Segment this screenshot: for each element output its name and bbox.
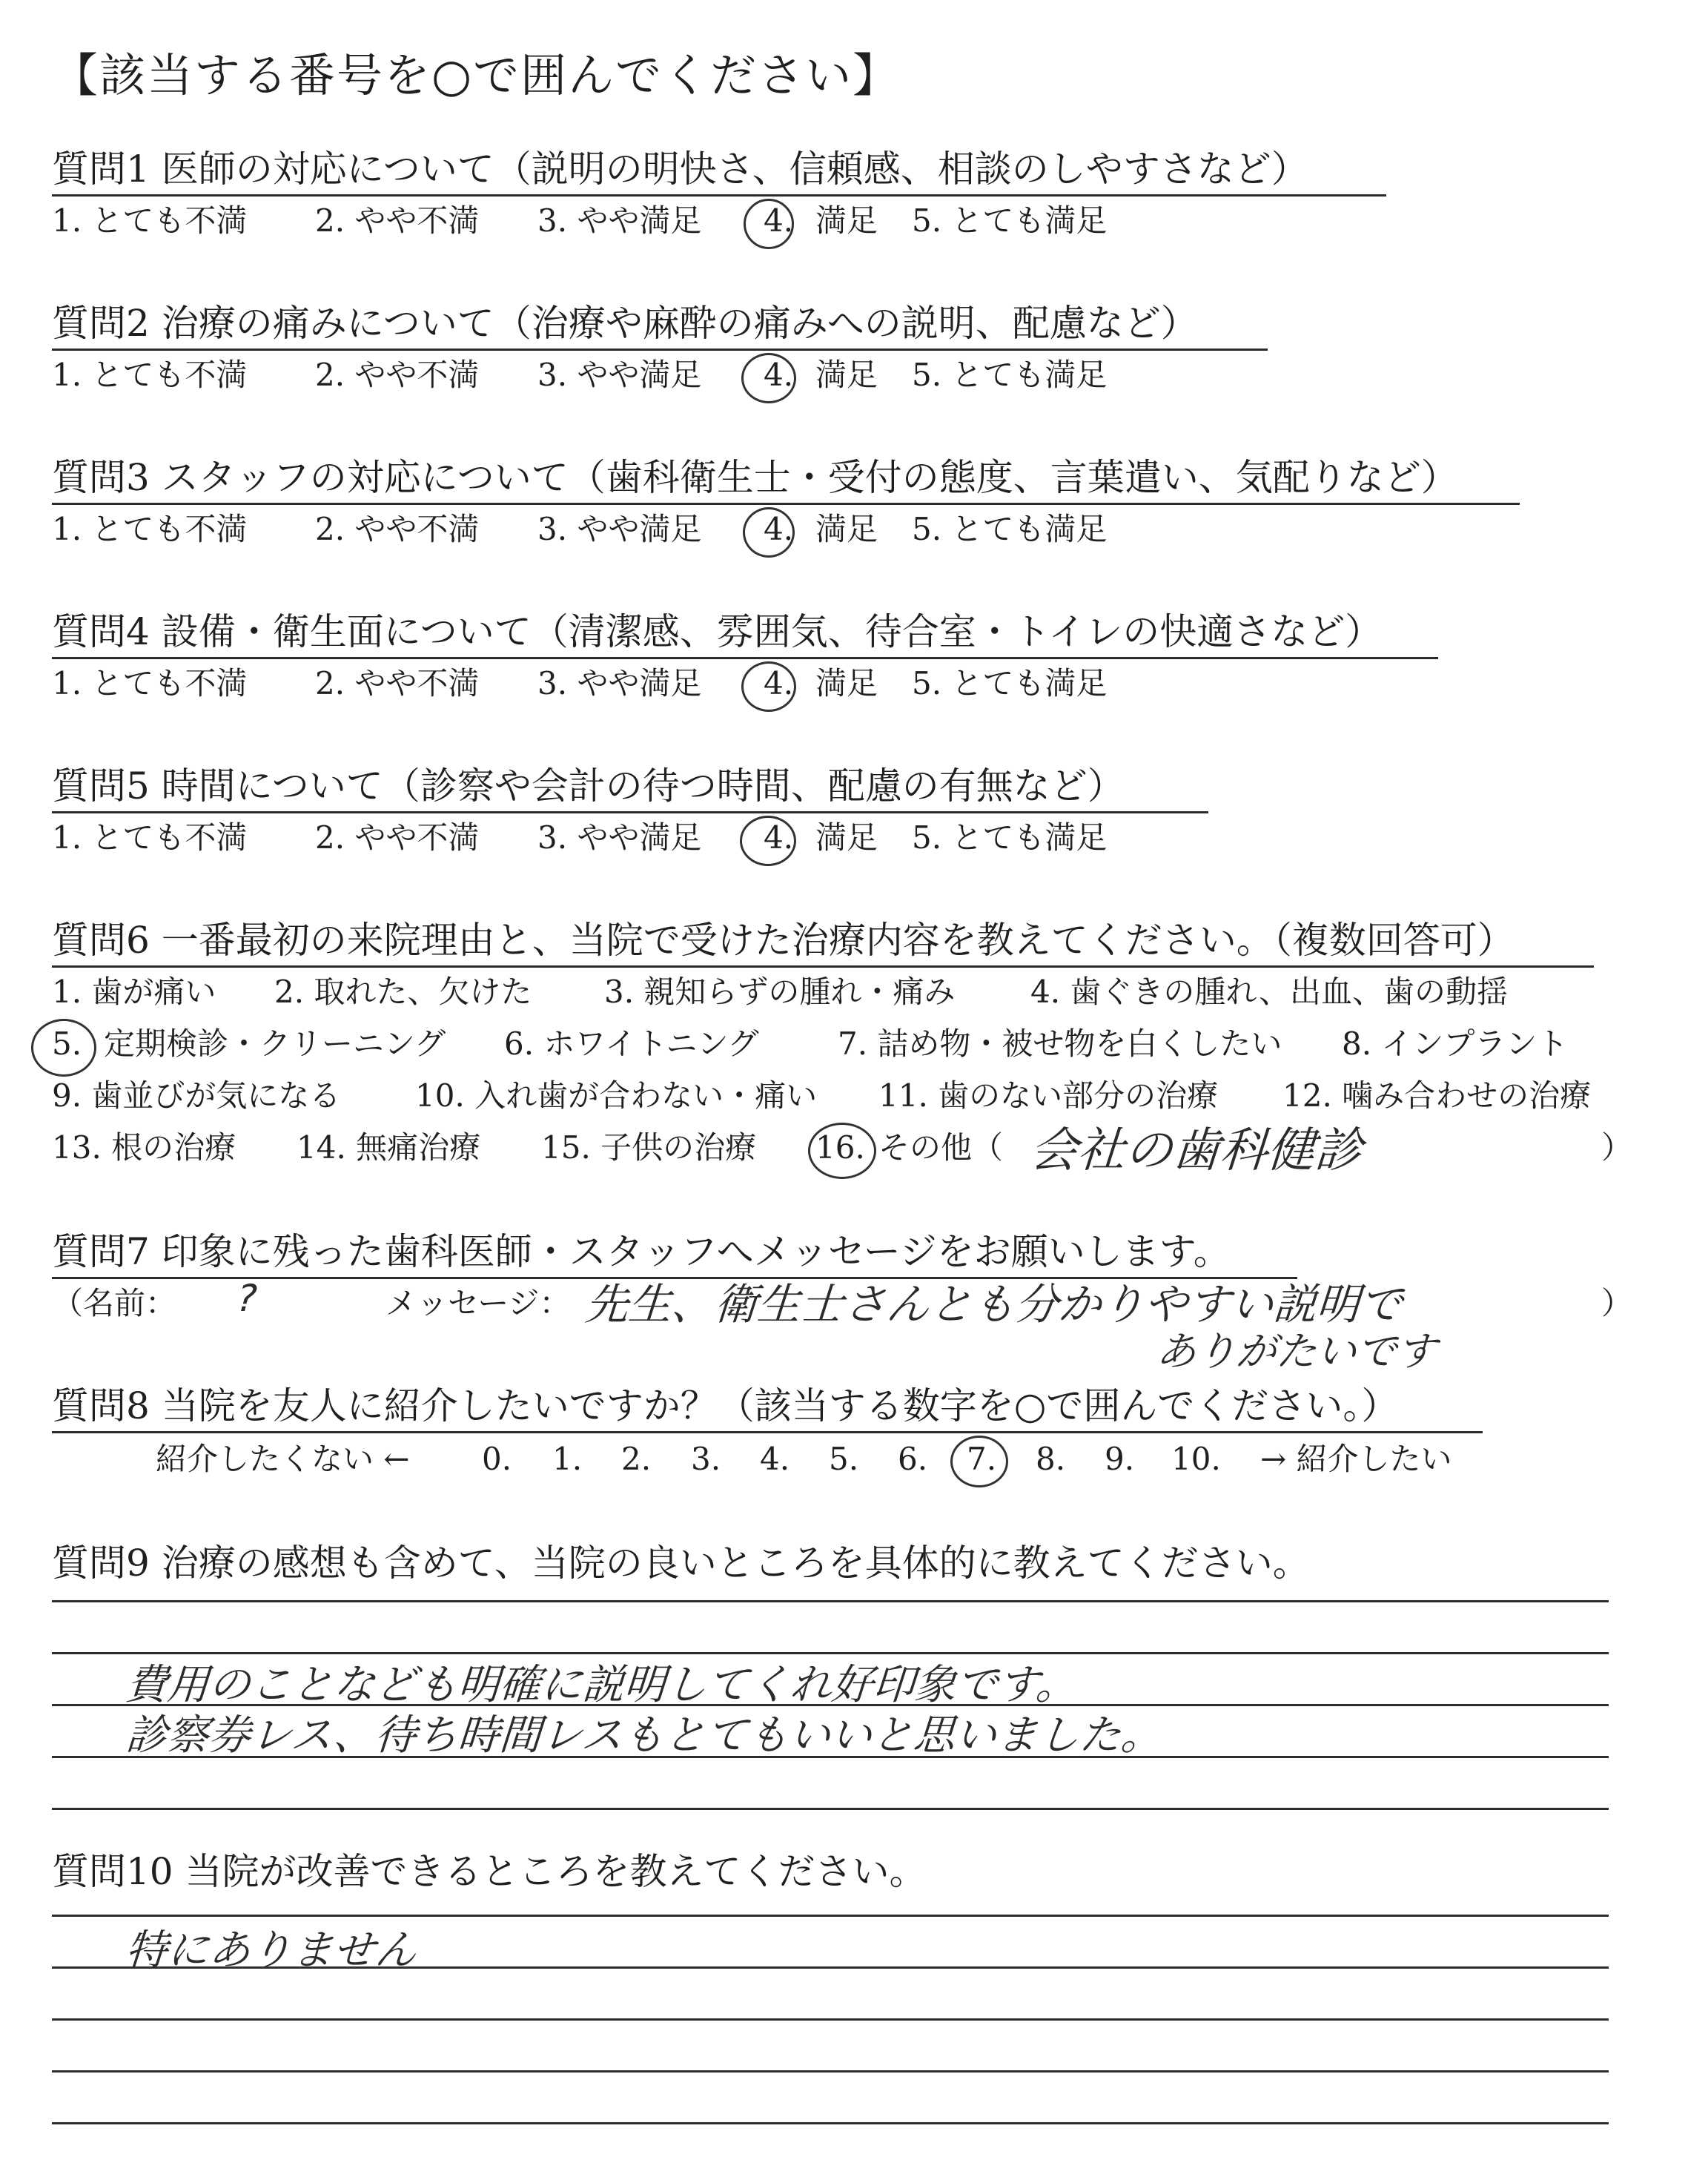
q6-option-9[interactable]: 9. 歯並びが気になる: [52, 1077, 341, 1114]
q1-option-5[interactable]: 5. とても満足: [912, 202, 1108, 239]
q7-message-line-1: 先生、衛生士さんとも分かりやすい説明で: [583, 1279, 1405, 1330]
question-2-label: 質問2 治療の痛みについて（治療や麻酔の痛みへの説明、配慮など）: [52, 302, 1198, 345]
q8-scale-10[interactable]: 10.: [1171, 1441, 1221, 1477]
question-3-label: 質問3 スタッフの対応について（歯科衛生士・受付の態度、言葉遣い、気配りなど）: [52, 456, 1458, 499]
q4-option-3[interactable]: 3. やや満足: [537, 665, 702, 701]
q9-answer-line-2: 診察券レス、待ち時間レスもとてもいいと思いました。: [124, 1711, 1165, 1760]
q2-option-5[interactable]: 5. とても満足: [912, 357, 1108, 393]
q8-right-label: → 紹介したい: [1260, 1441, 1452, 1477]
q8-scale-9[interactable]: 9.: [1105, 1441, 1135, 1477]
question-2-underline: [52, 349, 1268, 351]
q10-ruled-line: [52, 1915, 1609, 1917]
q3-option-5[interactable]: 5. とても満足: [912, 511, 1108, 547]
q8-scale-4[interactable]: 4.: [760, 1441, 790, 1477]
q6-option-7[interactable]: 7. 詰め物・被せ物を白くしたい: [838, 1025, 1282, 1062]
q6-option-11[interactable]: 11. 歯のない部分の治療: [878, 1077, 1219, 1114]
q5-option-2[interactable]: 2. やや不満: [315, 819, 480, 856]
q6-option-16[interactable]: 16.: [815, 1129, 865, 1166]
q9-answer-line-1: 費用のことなども明確に説明してくれ好印象です。: [124, 1661, 1079, 1709]
q1-option-3[interactable]: 3. やや満足: [537, 202, 702, 239]
q8-scale-1[interactable]: 1.: [552, 1441, 583, 1477]
q7-message-label: メッセージ：: [385, 1285, 571, 1321]
question-7-label: 質問7 印象に残った歯科医師・スタッフへメッセージをお願いします。: [52, 1230, 1231, 1273]
q7-name-label: （名前：: [52, 1285, 177, 1321]
question-6-label: 質問6 一番最初の来院理由と、当院で受けた治療内容を教えてください。（複数回答可）: [52, 919, 1515, 962]
q6-other-close-paren: ）: [1601, 1129, 1633, 1166]
q7-name-handwritten: ?: [235, 1277, 259, 1320]
q10-ruled-line: [52, 2070, 1609, 2073]
q4-option-2[interactable]: 2. やや不満: [315, 665, 480, 701]
q6-option-1[interactable]: 1. 歯が痛い: [52, 974, 216, 1010]
q2-option-2[interactable]: 2. やや不満: [315, 357, 480, 393]
question-5-label: 質問5 時間について（診察や会計の待つ時間、配慮の有無など）: [52, 764, 1125, 807]
q1-option-1[interactable]: 1. とても不満: [52, 202, 248, 239]
q2-option-3[interactable]: 3. やや満足: [537, 357, 702, 393]
question-8-underline: [52, 1431, 1483, 1433]
q3-selected-circle: [743, 507, 795, 558]
q4-option-5[interactable]: 5. とても満足: [912, 665, 1108, 701]
q5-option-5[interactable]: 5. とても満足: [912, 819, 1108, 856]
q5-option-4[interactable]: 4.: [764, 819, 794, 856]
q6-option-5-text: 定期検診・クリーニング: [104, 1025, 446, 1062]
q8-scale-7[interactable]: 7.: [967, 1441, 997, 1477]
q4-option-1[interactable]: 1. とても不満: [52, 665, 248, 701]
q3-option-1[interactable]: 1. とても不満: [52, 511, 248, 547]
q8-scale-0[interactable]: 0.: [482, 1441, 512, 1477]
q8-left-label: 紹介したくない ←: [156, 1441, 410, 1477]
q6-option-5-circle: [31, 1019, 96, 1077]
question-1-underline: [52, 194, 1386, 196]
question-10-label: 質問10 当院が改善できるところを教えてください。: [52, 1850, 927, 1893]
q8-scale-5[interactable]: 5.: [829, 1441, 859, 1477]
q1-selected-circle: [744, 199, 794, 249]
q6-other-handwritten: 会社の歯科健診: [1027, 1123, 1365, 1178]
q2-option-4-text: 満足: [815, 357, 878, 393]
q4-selected-circle: [741, 661, 796, 712]
q7-close-paren: ）: [1601, 1285, 1633, 1321]
q6-option-15[interactable]: 15. 子供の治療: [541, 1129, 757, 1166]
question-4-underline: [52, 657, 1438, 659]
q1-option-2[interactable]: 2. やや不満: [315, 202, 480, 239]
q6-option-6[interactable]: 6. ホワイトニング: [504, 1025, 759, 1062]
q8-scale-8[interactable]: 8.: [1036, 1441, 1066, 1477]
q1-option-4-text: 満足: [815, 202, 878, 239]
question-3-underline: [52, 503, 1520, 505]
question-9-label: 質問9 治療の感想も含めて、当院の良いところを具体的に教えてください。: [52, 1542, 1310, 1585]
q7-message-line-2: ありがたいです: [1154, 1328, 1438, 1375]
q3-option-2[interactable]: 2. やや不満: [315, 511, 480, 547]
q9-ruled-line: [52, 1600, 1609, 1602]
q5-option-3[interactable]: 3. やや満足: [537, 819, 702, 856]
q5-option-1[interactable]: 1. とても不満: [52, 819, 248, 856]
q5-option-4-text: 満足: [815, 819, 878, 856]
q8-selected-circle: [950, 1436, 1008, 1487]
q10-answer-line-1: 特にありません: [124, 1926, 418, 1975]
q6-option-5[interactable]: 5.: [52, 1025, 82, 1062]
q6-option-16-circle: [808, 1123, 876, 1179]
q3-option-4-text: 満足: [815, 511, 878, 547]
q2-selected-circle: [741, 353, 796, 403]
q5-selected-circle: [740, 816, 796, 866]
q6-option-3[interactable]: 3. 親知らずの腫れ・痛み: [604, 974, 956, 1010]
q6-option-10[interactable]: 10. 入れ歯が合わない・痛い: [415, 1077, 818, 1114]
page-title: 【該当する番号を○で囲んでください】: [52, 48, 901, 102]
q6-option-12[interactable]: 12. 噛み合わせの治療: [1282, 1077, 1592, 1114]
q8-scale-2[interactable]: 2.: [621, 1441, 652, 1477]
q10-ruled-line: [52, 2018, 1609, 2021]
q3-option-4[interactable]: 4.: [764, 511, 794, 547]
question-6-underline: [52, 965, 1594, 968]
q6-option-13[interactable]: 13. 根の治療: [52, 1129, 236, 1166]
q8-scale-3[interactable]: 3.: [691, 1441, 721, 1477]
q8-scale-6[interactable]: 6.: [898, 1441, 928, 1477]
question-4-label: 質問4 設備・衛生面について（清潔感、雰囲気、待合室・トイレの快適さなど）: [52, 610, 1383, 653]
question-5-underline: [52, 811, 1208, 813]
q10-ruled-line: [52, 2122, 1609, 2124]
q9-ruled-line: [52, 1808, 1609, 1810]
q6-option-4[interactable]: 4. 歯ぐきの腫れ、出血、歯の動揺: [1030, 974, 1508, 1010]
q6-option-14[interactable]: 14. 無痛治療: [297, 1129, 481, 1166]
q6-option-2[interactable]: 2. 取れた、欠けた: [274, 974, 532, 1010]
q2-option-1[interactable]: 1. とても不満: [52, 357, 248, 393]
question-8-label: 質問8 当院を友人に紹介したいですか？（該当する数字を○で囲んでください。）: [52, 1384, 1399, 1427]
question-1-label: 質問1 医師の対応について（説明の明快さ、信頼感、相談のしやすさなど）: [52, 148, 1308, 191]
q4-option-4[interactable]: 4.: [764, 665, 794, 701]
q3-option-3[interactable]: 3. やや満足: [537, 511, 702, 547]
q4-option-4-text: 満足: [815, 665, 878, 701]
q6-option-16-text: その他（: [878, 1129, 1004, 1166]
q6-option-8[interactable]: 8. インプラント: [1342, 1025, 1569, 1062]
q1-option-4[interactable]: 4.: [764, 202, 794, 239]
q2-option-4[interactable]: 4.: [764, 357, 794, 393]
